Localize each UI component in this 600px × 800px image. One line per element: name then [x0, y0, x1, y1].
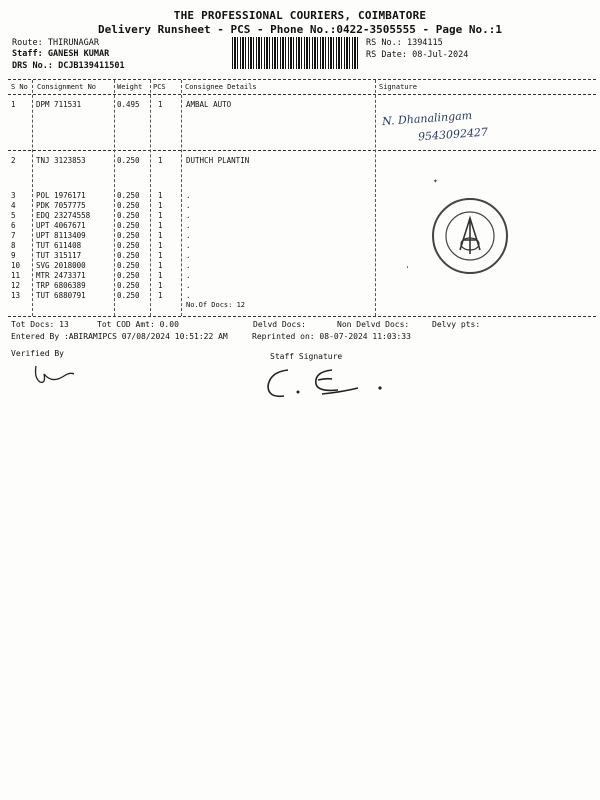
- mark-dot: ': [405, 265, 410, 274]
- route-value: THIRUNAGAR: [47, 38, 100, 48]
- staff-signature-icon: [262, 362, 392, 404]
- rs-no-line: [366, 38, 443, 48]
- row-1-pcs: 1: [158, 100, 163, 109]
- row-2-pcs: 1: [158, 156, 163, 165]
- row-10-consignment: SVG 2018000: [36, 261, 86, 270]
- row-5-weight: 0.250: [117, 211, 140, 220]
- rs-no-label: RS No.:: [366, 38, 402, 48]
- total-docs: Tot Docs: 13: [11, 320, 69, 329]
- col-rule: [114, 80, 115, 316]
- rs-date-line: [366, 50, 468, 60]
- row-11-sno: 11: [11, 271, 21, 280]
- staff-label: Staff:: [12, 49, 43, 59]
- row-5-consignment: EDQ 23274558: [36, 211, 91, 220]
- row-13-consignee: .: [186, 291, 191, 300]
- staff-line: [12, 49, 109, 59]
- rs-date-label: RS Date:: [366, 50, 407, 60]
- row-13-pcs: 1: [158, 291, 163, 300]
- company-title: THE PROFESSIONAL COURIERS, COIMBATORE: [173, 9, 427, 22]
- col-header-sno: S No: [11, 83, 28, 91]
- row-11-pcs: 1: [158, 271, 163, 280]
- row-5-pcs: 1: [158, 211, 163, 220]
- row-7-consignment: UPT 8113409: [36, 231, 86, 240]
- staff-signature-label: Staff Signature: [270, 352, 343, 361]
- row-7-weight: 0.250: [117, 231, 140, 240]
- row-13-weight: 0.250: [117, 291, 140, 300]
- row-3-consignee: .: [186, 191, 191, 200]
- reprinted-on: Reprinted on: 08-07-2024 11:03:33: [252, 332, 411, 341]
- row-9-sno: 9: [11, 251, 16, 260]
- row-9-consignee: .: [186, 251, 191, 260]
- rs-no-value: 1394115: [406, 38, 443, 48]
- row-10-sno: 10: [11, 261, 21, 270]
- verified-by-label: Verified By: [11, 349, 64, 358]
- row-6-sno: 6: [11, 221, 16, 230]
- row-10-pcs: 1: [158, 261, 163, 270]
- staff-value: GANESH KUMAR: [47, 49, 110, 59]
- col-header-signature: Signature: [379, 83, 417, 91]
- no-of-docs: No.Of Docs: 12: [186, 301, 246, 309]
- row-1-weight: 0.495: [117, 100, 140, 109]
- row-6-pcs: 1: [158, 221, 163, 230]
- company-stamp-icon: [430, 196, 510, 276]
- row-1-consignee: AMBAL AUTO: [186, 100, 232, 109]
- col-header-consignment: Consignment No: [37, 83, 97, 91]
- row-3-sno: 3: [11, 191, 16, 200]
- row-1-sno: 1: [11, 100, 16, 109]
- row-4-weight: 0.250: [117, 201, 140, 210]
- drs-label: DRS No.:: [12, 61, 53, 71]
- row-6-consignee: .: [186, 221, 191, 230]
- row-3-weight: 0.250: [117, 191, 140, 200]
- non-delivered-docs: Non Delvd Docs:: [337, 320, 410, 329]
- row-9-weight: 0.250: [117, 251, 140, 260]
- row-7-consignee: .: [186, 231, 191, 240]
- col-rule: [181, 80, 182, 316]
- row-6-consignment: UPT 4067671: [36, 221, 86, 230]
- row-7-sno: 7: [11, 231, 16, 240]
- row-6-weight: 0.250: [117, 221, 140, 230]
- row-3-pcs: 1: [158, 191, 163, 200]
- col-header-consignee: Consignee Details: [185, 83, 257, 91]
- row-10-weight: 0.250: [117, 261, 140, 270]
- row-13-sno: 13: [11, 291, 21, 300]
- total-cod-amount: Tot COD Amt: 0.00: [97, 320, 179, 329]
- table-top-rule: [8, 79, 596, 80]
- row-7-pcs: 1: [158, 231, 163, 240]
- row-13-consignment: TUT 6880791: [36, 291, 86, 300]
- barcode: [232, 37, 358, 69]
- route-line: [12, 38, 99, 48]
- col-header-weight: Weight: [117, 83, 143, 91]
- handwritten-receiver-name: N. Dhanalingam: [381, 108, 473, 129]
- row-8-sno: 8: [11, 241, 16, 250]
- table-header-rule: [8, 94, 596, 95]
- drs-line: [12, 61, 125, 71]
- col-rule: [375, 80, 376, 316]
- row-12-consignee: .: [186, 281, 191, 290]
- row-4-consignee: .: [186, 201, 191, 210]
- col-header-pcs: PCS: [153, 83, 166, 91]
- handwritten-receiver-phone: 9543092427: [417, 125, 489, 144]
- row-4-sno: 4: [11, 201, 16, 210]
- rs-date-value: 08-Jul-2024: [412, 50, 469, 60]
- entered-by: Entered By :ABIRAMIPCS 07/08/2024 10:51:22 AM: [11, 332, 228, 341]
- row-8-weight: 0.250: [117, 241, 140, 250]
- route-label: Route:: [12, 38, 43, 48]
- row-8-consignment: TUT 611408: [36, 241, 82, 250]
- col-rule: [32, 80, 33, 316]
- row-5-sno: 5: [11, 211, 16, 220]
- row-12-consignment: TRP 6806389: [36, 281, 86, 290]
- row-11-weight: 0.250: [117, 271, 140, 280]
- row-1-consignment: DPM 711531: [36, 100, 82, 109]
- row-11-consignee: .: [186, 271, 191, 280]
- row-11-consignment: MTR 2473371: [36, 271, 86, 280]
- row-12-pcs: 1: [158, 281, 163, 290]
- row-2-weight: 0.250: [117, 156, 140, 165]
- row-10-consignee: .: [186, 261, 191, 270]
- row-8-consignee: .: [186, 241, 191, 250]
- row-12-sno: 12: [11, 281, 21, 290]
- row-9-pcs: 1: [158, 251, 163, 260]
- row-12-weight: 0.250: [117, 281, 140, 290]
- row-4-pcs: 1: [158, 201, 163, 210]
- row-9-consignment: TUT 315117: [36, 251, 82, 260]
- mark-dot: ✦: [433, 176, 438, 185]
- drs-value: DCJB139411501: [58, 61, 125, 71]
- row-2-consignment: TNJ 3123853: [36, 156, 86, 165]
- delivered-docs: Delvd Docs:: [253, 320, 306, 329]
- row-divider: [8, 150, 596, 151]
- runsheet-subtitle: Delivery Runsheet - PCS - Phone No.:0422-3505555 - Page No.:1: [98, 23, 502, 36]
- row-4-consignment: PDK 7057775: [36, 201, 86, 210]
- delivery-points: Delvy pts:: [432, 320, 481, 329]
- row-8-pcs: 1: [158, 241, 163, 250]
- col-rule: [150, 80, 151, 316]
- row-2-sno: 2: [11, 156, 16, 165]
- verifier-signature-icon: [30, 362, 78, 388]
- row-5-consignee: .: [186, 211, 191, 220]
- row-3-consignment: POL 1976171: [36, 191, 86, 200]
- table-bottom-rule: [8, 316, 596, 317]
- row-2-consignee: DUTHCH PLANTIN: [186, 156, 250, 165]
